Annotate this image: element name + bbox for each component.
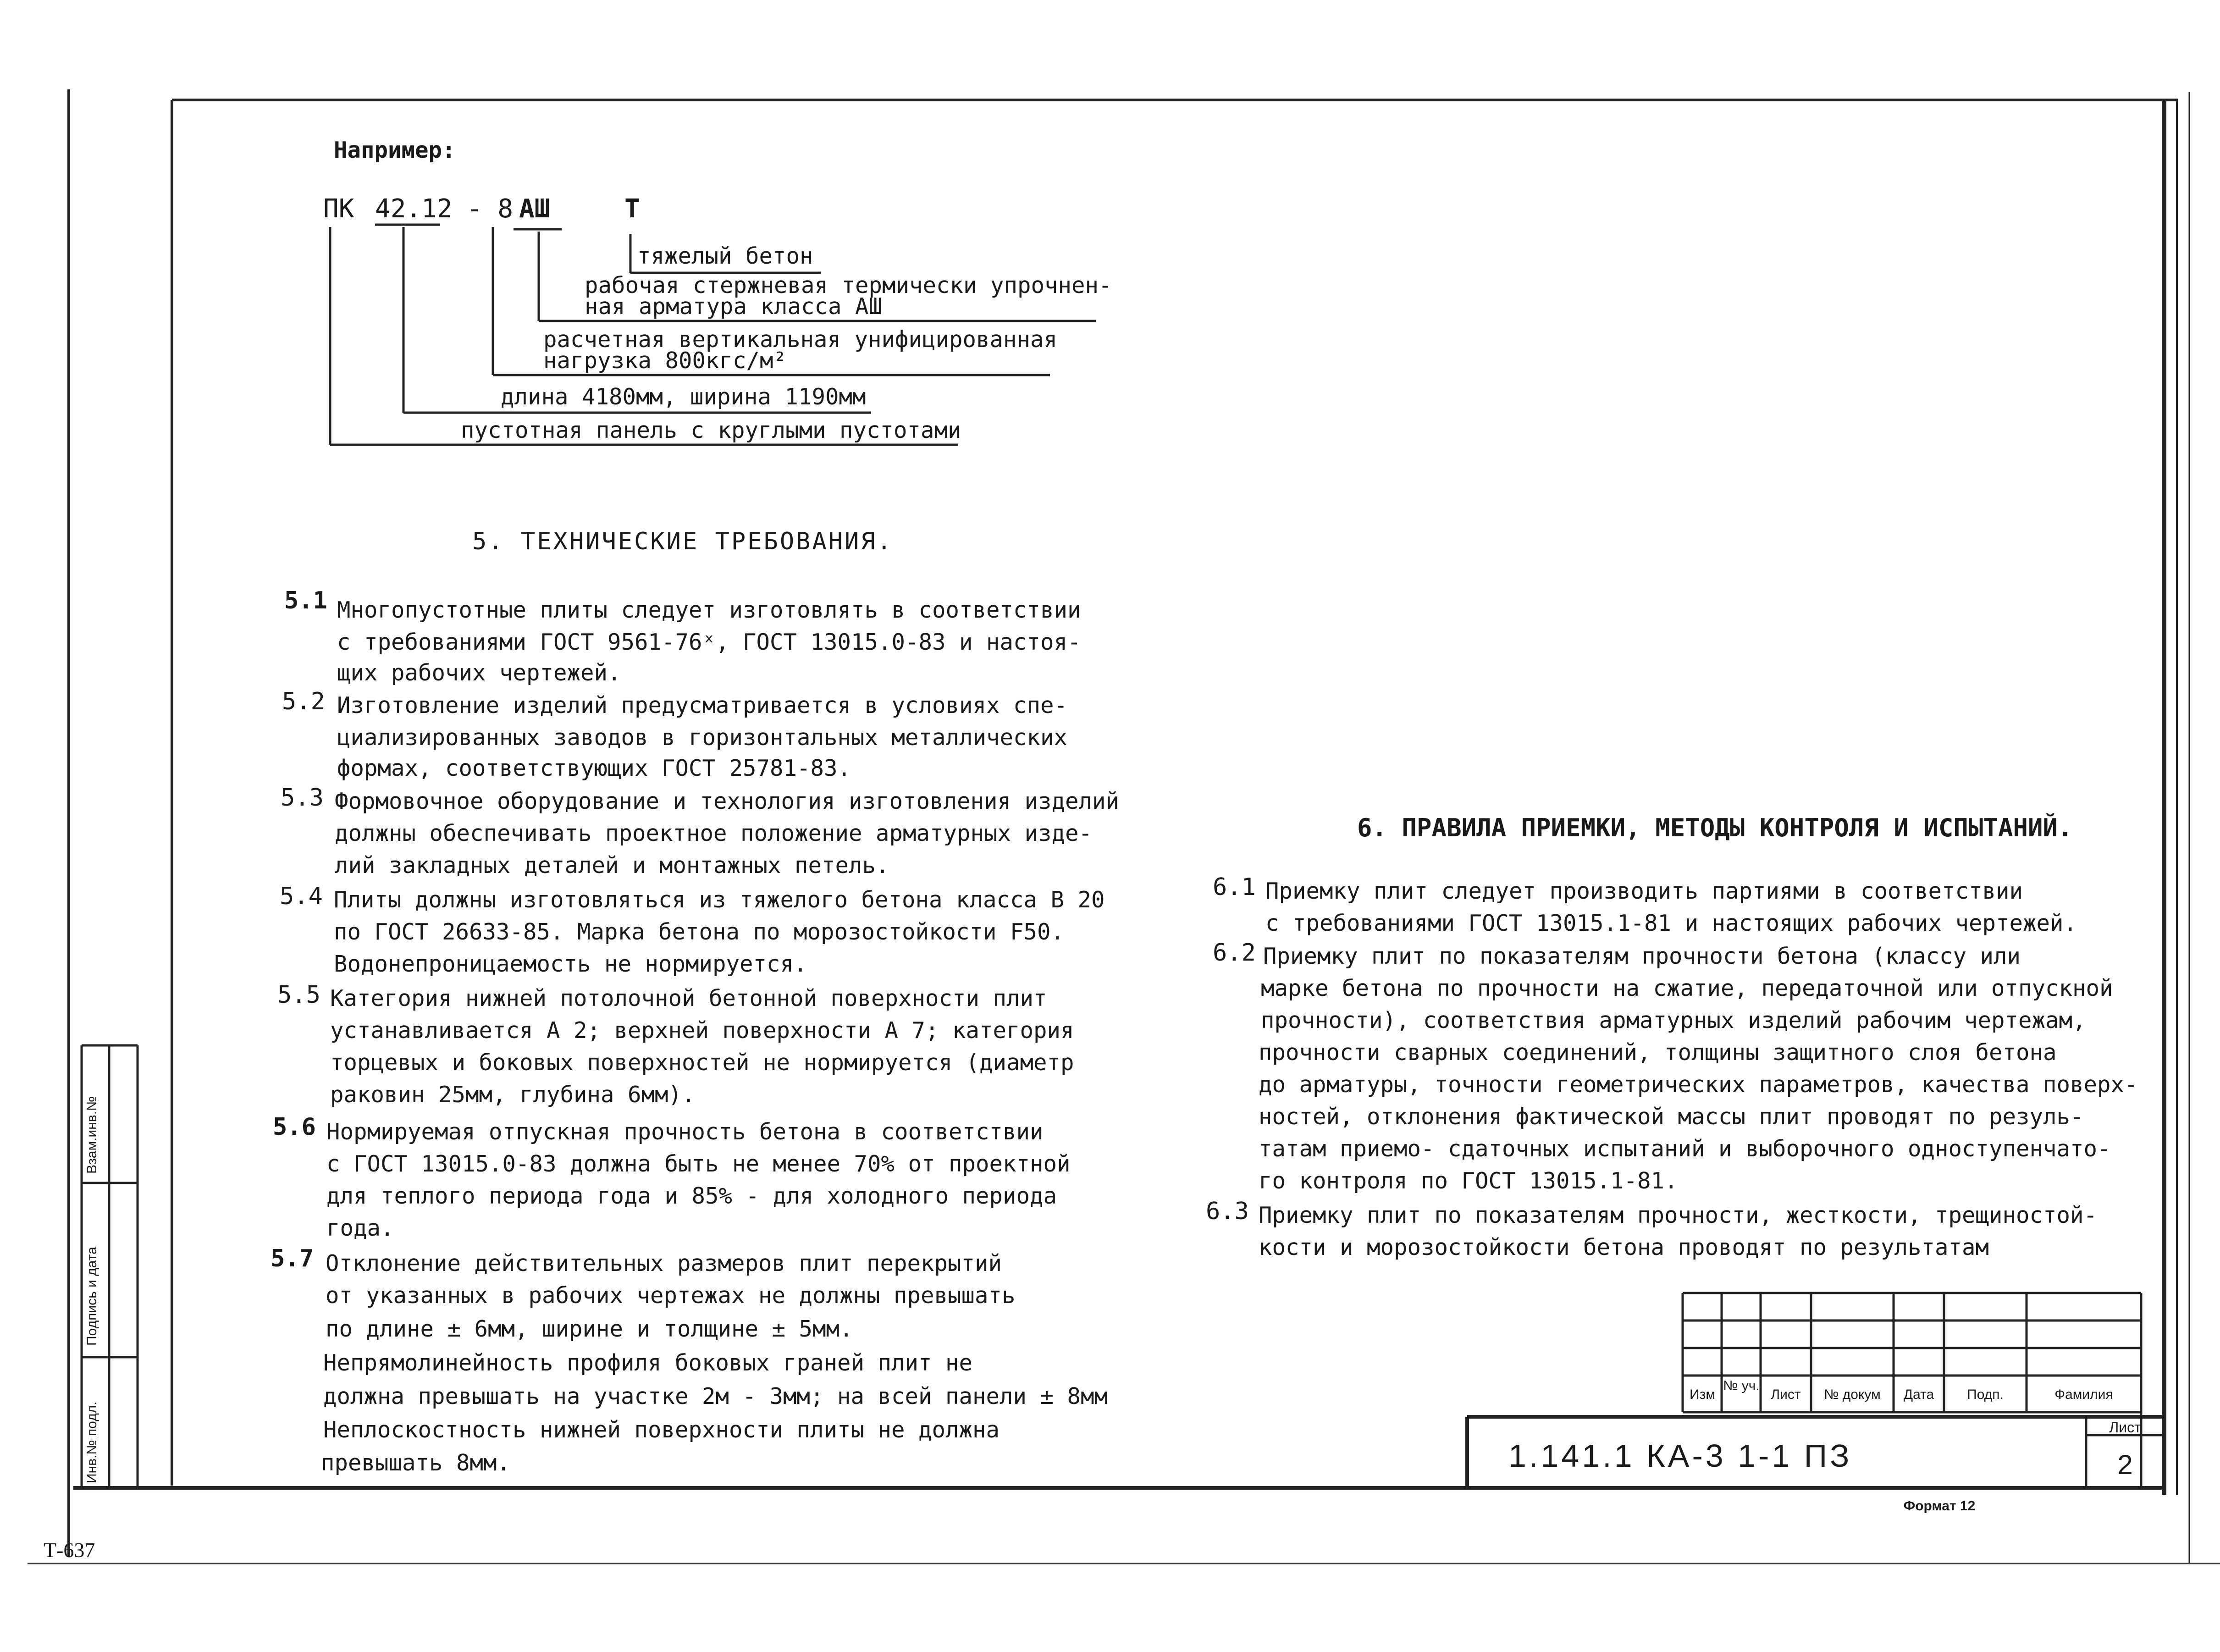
example-code-rebar: АШ bbox=[519, 194, 550, 224]
section5-heading: 5. ТЕХНИЧЕСКИЕ ТРЕБОВАНИЯ. bbox=[472, 528, 893, 555]
item-5-6-line: с ГОСТ 13015.0-83 должна быть не менее 70% от проектной bbox=[326, 1151, 1071, 1177]
legend-heavy-concrete: тяжелый бетон bbox=[637, 243, 813, 269]
item-5-7-line: Отклонение действительных размеров плит перекрытий bbox=[326, 1250, 1002, 1276]
item-5-5-line: торцевых и боковых поверхностей не нормируется (диаметр bbox=[330, 1050, 1074, 1076]
item-5-3-line: должны обеспечивать проектное положение арматурных изде- bbox=[335, 820, 1093, 846]
item-5-1-line: с требованиями ГОСТ 9561-76ˣ, ГОСТ 13015.0-83 и настоя- bbox=[337, 629, 1081, 655]
stamp-header-uch: № уч. bbox=[1723, 1378, 1760, 1393]
format-label: Формат 12 bbox=[1903, 1498, 1976, 1514]
item-6-2-line: татам приемо- сдаточных испытаний и выборочного одноступенчато- bbox=[1259, 1136, 2111, 1162]
item-5-6-number: 5.6 bbox=[273, 1113, 316, 1141]
item-5-3-line: Формовочное оборудование и технология изготовления изделий bbox=[335, 788, 1120, 814]
item-5-7-line: Непрямолинейность профиля боковых граней плит не bbox=[323, 1350, 973, 1376]
item-5-3-line: лий закладных деталей и монтажных петель. bbox=[335, 852, 889, 878]
item-5-7-line: по длине ± 6мм, ширине и толщине ± 5мм. bbox=[326, 1316, 853, 1342]
item-5-6-line: для теплого периода года и 85% - для холодного периода bbox=[326, 1183, 1057, 1209]
item-6-1-number: 6.1 bbox=[1213, 873, 1256, 901]
item-6-2-line: Приемку плит по показателям прочности бетона (классу или bbox=[1263, 943, 2021, 969]
side-stamp-replaces-inv: Взам.инв.№ bbox=[84, 1096, 99, 1174]
item-5-7-line: от указанных в рабочих чертежах не должны превышать bbox=[326, 1282, 1016, 1309]
sheet-label: Лист bbox=[2109, 1419, 2141, 1436]
side-stamp-signature-date: Подпись и дата bbox=[84, 1247, 99, 1346]
item-5-4-line: по ГОСТ 26633-85. Марка бетона по морозостойкости F50. bbox=[334, 919, 1065, 945]
document-designation: 1.141.1 КА-3 1-1 ПЗ bbox=[1508, 1438, 1852, 1474]
item-5-7-number: 5.7 bbox=[271, 1245, 314, 1272]
item-6-1-line: с требованиями ГОСТ 13015.1-81 и настоящих рабочих чертежей. bbox=[1265, 910, 2077, 936]
stamp-header-name: Фамилия bbox=[2054, 1387, 2113, 1402]
example-code-prefix: ПК bbox=[323, 194, 354, 224]
legend-load-line1: расчетная вертикальная унифицированная bbox=[543, 326, 1058, 353]
legend-rebar-line1: рабочая стержневая термически упрочнен- bbox=[585, 272, 1112, 298]
item-5-7-line: превышать 8мм. bbox=[321, 1450, 511, 1476]
legend-dimensions: длина 4180мм, ширина 1190мм bbox=[501, 384, 866, 410]
item-5-5-line: устанавливается А 2; верхней поверхности А 7; категория bbox=[330, 1017, 1074, 1044]
item-5-7-line: должна превышать на участке 2м - 3мм; на всей панели ± 8мм bbox=[323, 1383, 1108, 1409]
item-6-1-line: Приемку плит следует производить партиями в соответствии bbox=[1265, 878, 2023, 904]
item-5-1-number: 5.1 bbox=[284, 587, 327, 614]
item-6-2-number: 6.2 bbox=[1213, 939, 1256, 967]
item-5-4-number: 5.4 bbox=[280, 883, 323, 910]
item-6-3-number: 6.3 bbox=[1206, 1198, 1249, 1225]
item-5-7-line: Неплоскостность нижней поверхности плиты не должна bbox=[323, 1417, 1000, 1443]
item-5-3-number: 5.3 bbox=[281, 784, 324, 812]
stamp-header-sign: Подп. bbox=[1967, 1387, 2004, 1402]
legend-load-line2: нагрузка 800кгс/м² bbox=[543, 348, 787, 374]
item-5-2-line: формах, соответствующих ГОСТ 25781-83. bbox=[337, 755, 851, 781]
item-5-6-line: Нормируемая отпускная прочность бетона в соответствии bbox=[326, 1119, 1044, 1145]
example-title: Например: bbox=[334, 137, 456, 163]
stamp-header-doc: № докум bbox=[1824, 1387, 1881, 1402]
item-5-2-line: циализированных заводов в горизонтальных металлических bbox=[337, 724, 1068, 751]
item-5-2-line: Изготовление изделий предусматривается в условиях спе- bbox=[337, 692, 1068, 718]
stamp-header-date: Дата bbox=[1903, 1387, 1934, 1402]
legend-rebar-line2: ная арматура класса АШ bbox=[585, 293, 883, 320]
example-code-size: 42.12 bbox=[375, 194, 453, 224]
item-6-2-line: го контроля по ГОСТ 13015.1-81. bbox=[1259, 1168, 1678, 1194]
item-5-5-line: раковин 25мм, глубина 6мм). bbox=[330, 1082, 696, 1108]
item-5-1-line: щих рабочих чертежей. bbox=[337, 660, 621, 686]
example-code-load: - 8 bbox=[467, 194, 514, 224]
item-6-2-line: прочности), соответствия арматурных изделий рабочим чертежам, bbox=[1261, 1007, 2086, 1033]
example-code-concrete: Т bbox=[624, 194, 640, 224]
item-5-5-line: Категория нижней потолочной бетонной поверхности плит bbox=[330, 985, 1047, 1011]
inventory-mark: Т-637 bbox=[44, 1538, 95, 1562]
item-5-1-line: Многопустотные плиты следует изготовлять в соответствии bbox=[337, 597, 1081, 623]
item-5-6-line: года. bbox=[326, 1215, 394, 1241]
stamp-header-izm: Изм bbox=[1690, 1387, 1715, 1402]
item-5-5-number: 5.5 bbox=[277, 981, 320, 1009]
item-6-3-line: Приемку плит по показателям прочности, жесткости, трещиностой- bbox=[1259, 1202, 2098, 1228]
item-6-2-line: до арматуры, точности геометрических параметров, качества поверх- bbox=[1259, 1072, 2138, 1098]
legend-panel-type: пустотная панель с круглыми пустотами bbox=[461, 417, 961, 443]
item-6-2-line: ностей, отклонения фактической массы плит проводят по резуль- bbox=[1259, 1104, 2084, 1130]
item-6-3-line: кости и морозостойкости бетона проводят по результатам bbox=[1259, 1234, 1989, 1260]
item-6-2-line: марке бетона по прочности на сжатие, передаточной или отпускной bbox=[1261, 975, 2113, 1001]
sheet-number: 2 bbox=[2117, 1449, 2133, 1480]
stamp-header-list: Лист bbox=[1771, 1387, 1801, 1402]
item-5-2-number: 5.2 bbox=[282, 688, 325, 715]
item-5-4-line: Плиты должны изготовляться из тяжелого бетона класса В 20 bbox=[334, 887, 1105, 913]
side-stamp-inv-number: Инв.№ подл. bbox=[84, 1401, 99, 1483]
section6-heading: 6. ПРАВИЛА ПРИЕМКИ, МЕТОДЫ КОНТРОЛЯ И ИСПЫТАНИЙ. bbox=[1357, 813, 2073, 842]
item-6-2-line: прочности сварных соединений, толщины защитного слоя бетона bbox=[1259, 1039, 2057, 1066]
item-5-4-line: Водонепроницаемость не нормируется. bbox=[334, 951, 807, 977]
